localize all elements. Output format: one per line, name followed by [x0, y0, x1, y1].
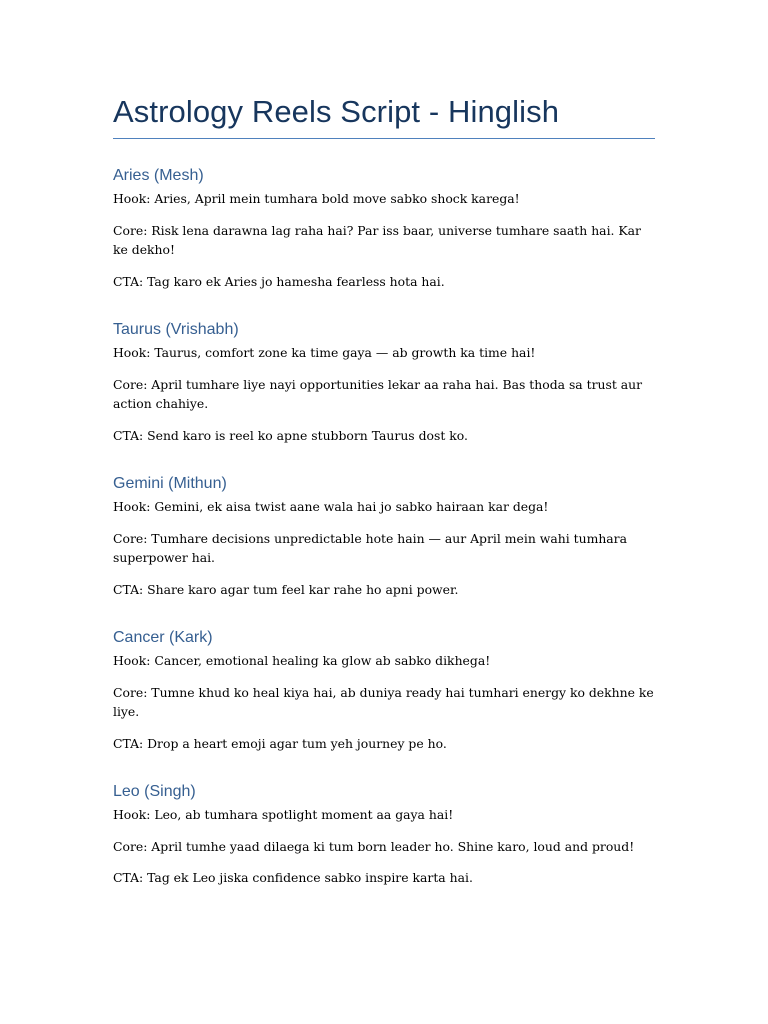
section-heading: Aries (Mesh): [113, 167, 204, 184]
cta-paragraph: CTA: Tag karo ek Aries jo hamesha fearless hota hai.: [113, 273, 445, 289]
cta-paragraph: CTA: Tag ek Leo jiska confidence sabko inspire karta hai.: [113, 870, 473, 885]
core-paragraph: Core: April tumhe yaad dilaega ki tum born leader ho. Shine karo, loud and proud!: [113, 838, 635, 854]
core-paragraph: Core: Risk lena darawna lag raha hai? Par iss baar, universe tumhare saath hai. Kar ke dekho!: [113, 222, 641, 257]
hook-paragraph: Hook: Leo, ab tumhara spotlight moment aa gaya hai!: [113, 807, 454, 822]
document-title: Astrology Reels Script - Hinglish: [113, 92, 655, 139]
section-cancer: [113, 628, 655, 753]
document-page: [113, 92, 655, 888]
core-paragraph: Core: April tumhare liye nayi opportunities lekar aa raha hai. Bas thoda sa trust aur action chahiye.: [113, 376, 643, 411]
cta-paragraph: CTA: Send karo is reel ko apne stubborn Taurus dost ko.: [113, 427, 468, 443]
section-heading: Cancer (Kark): [113, 629, 213, 646]
section-leo: [113, 782, 655, 888]
cta-paragraph: CTA: Share karo agar tum feel kar rahe ho apni power.: [113, 581, 459, 597]
section-heading: Gemini (Mithun): [113, 475, 227, 492]
section-taurus: [113, 320, 655, 445]
section-heading: Taurus (Vrishabh): [113, 321, 239, 338]
section-gemini: [113, 474, 655, 599]
hook-paragraph: Hook: Cancer, emotional healing ka glow ab sabko dikhega!: [113, 653, 491, 668]
cta-paragraph: CTA: Drop a heart emoji agar tum yeh journey pe ho.: [113, 735, 447, 751]
section-heading: Leo (Singh): [113, 783, 196, 800]
hook-paragraph: Hook: Aries, April mein tumhara bold move sabko shock karega!: [113, 191, 520, 206]
hook-paragraph: Hook: Taurus, comfort zone ka time gaya — ab growth ka time hai!: [113, 345, 536, 360]
section-aries: [113, 166, 655, 291]
hook-paragraph: Hook: Gemini, ek aisa twist aane wala hai jo sabko hairaan kar dega!: [113, 499, 549, 514]
core-paragraph: Core: Tumne khud ko heal kiya hai, ab duniya ready hai tumhari energy ko dekhne ke liye.: [113, 684, 654, 719]
core-paragraph: Core: Tumhare decisions unpredictable hote hain — aur April mein wahi tumhara superpower hai.: [113, 530, 627, 565]
